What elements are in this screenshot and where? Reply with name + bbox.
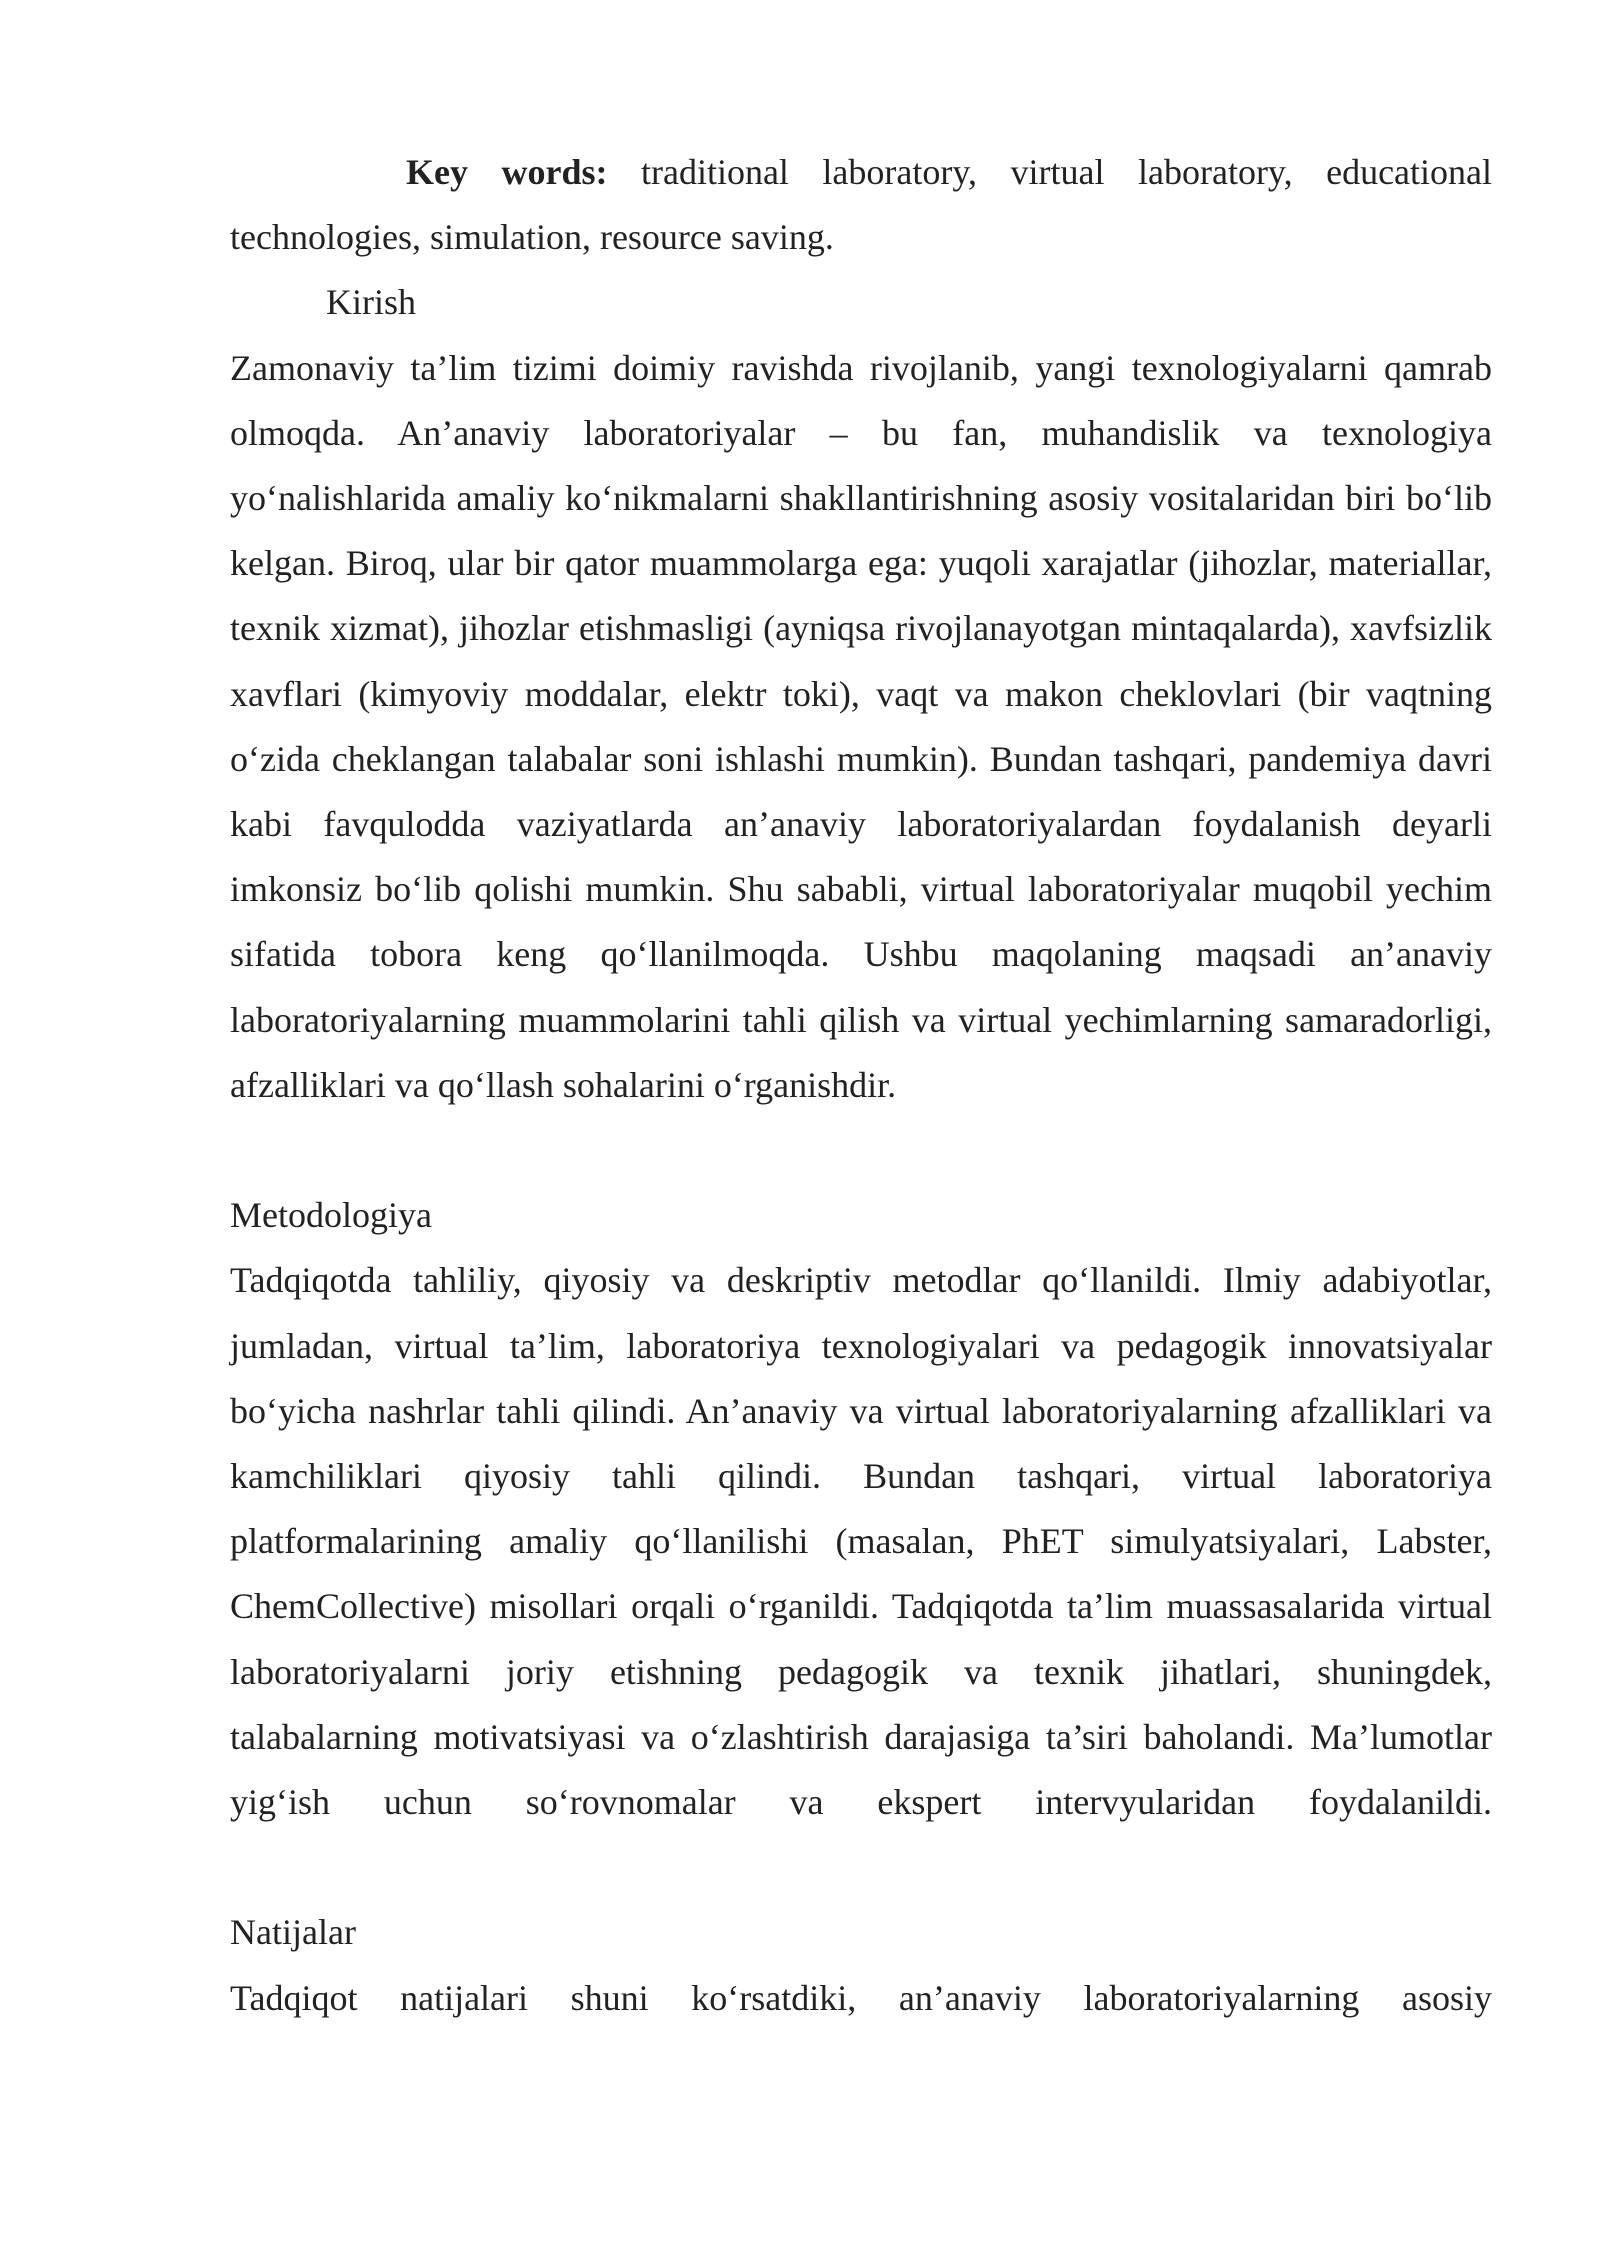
keywords-label: Key words:	[406, 152, 608, 192]
document-page	[230, 140, 1492, 2031]
section-body-metodologiya: Tadqiqotda tahliliy, qiyosiy va deskriptiv metodlar qo‘llanildi. Ilmiy adabiyotlar, jumladan, virtual ta’lim, laboratoriya texnologiyalari va pedagogik innovatsiyalar bo‘yicha nashrlar tahli qilindi. An’anaviy va virtual laboratoriyalarning afzalliklari va kamchiliklari qiyosiy tahli qilindi. Bundan tashqari, virtual laboratoriya platformalarining amaliy qo‘llanilishi (masalan, PhET simulyatsiyalari, Labster, ChemCollective) misollari orqali o‘rganildi. Tadqiqotda ta’lim muassasalarida virtual laboratoriyalarni joriy etishning pedagogik va texnik jihatlari, shuningdek, talabalarning motivatsiyasi va o‘zlashtirish darajasiga ta’siri baholandi. Ma’lumotlar yig‘ish uchun so‘rovnomalar va ekspert intervyularidan foydalanildi.	[230, 1260, 1492, 1823]
blank-line	[230, 1835, 1492, 1900]
section-heading-kirish: Kirish	[326, 282, 416, 323]
section-heading-natijalar: Natijalar	[230, 1912, 356, 1953]
keywords-paragraph	[230, 140, 1492, 270]
keywords-text: traditional laboratory, virtual laboratory, educational technologies, simulation, resource saving.	[230, 152, 1493, 258]
section-body-natijalar: Tadqiqot natijalari shuni ko‘rsatdiki, an’anaviy laboratoriyalarning asosiy	[230, 1977, 1492, 2018]
section-body-kirish: Zamonaviy ta’lim tizimi doimiy ravishda rivojlanib, yangi texnologiyalarni qamrab olmoqda. An’anaviy laboratoriyalar – bu fan, muhandislik va texnologiya yo‘nalishlarida amaliy ko‘nikmalarni shakllantirishning asosiy vositalaridan biri bo‘lib kelgan. Biroq, ular bir qator muammolarga ega: yuqoli xarajatlar (jihozlar, materiallar, texnik xizmat), jihozlar etishmasligi (ayniqsa rivojlanayotgan mintaqalarda), xavfsizlik xavflari (kimyoviy moddalar, elektr toki), vaqt va makon cheklovlari (bir vaqtning o‘zida cheklangan talabalar soni ishlashi mumkin). Bundan tashqari, pandemiya davri kabi favqulodda vaziyatlarda an’anaviy laboratoriyalardan foydalanish deyarli imkonsiz bo‘lib qolishi mumkin. Shu sababli, virtual laboratoriyalar muqobil yechim sifatida tobora keng qo‘llanilmoqda. Ushbu maqolaning maqsadi an’anaviy laboratoriyalarning muammolarini tahli qilish va virtual yechimlarning samaradorligi, afzalliklari va qo‘llash sohalarini o‘rganishdir.	[230, 347, 1492, 1105]
section-heading-metodologiya: Metodologiya	[230, 1195, 432, 1236]
blank-line	[230, 1118, 1492, 1183]
